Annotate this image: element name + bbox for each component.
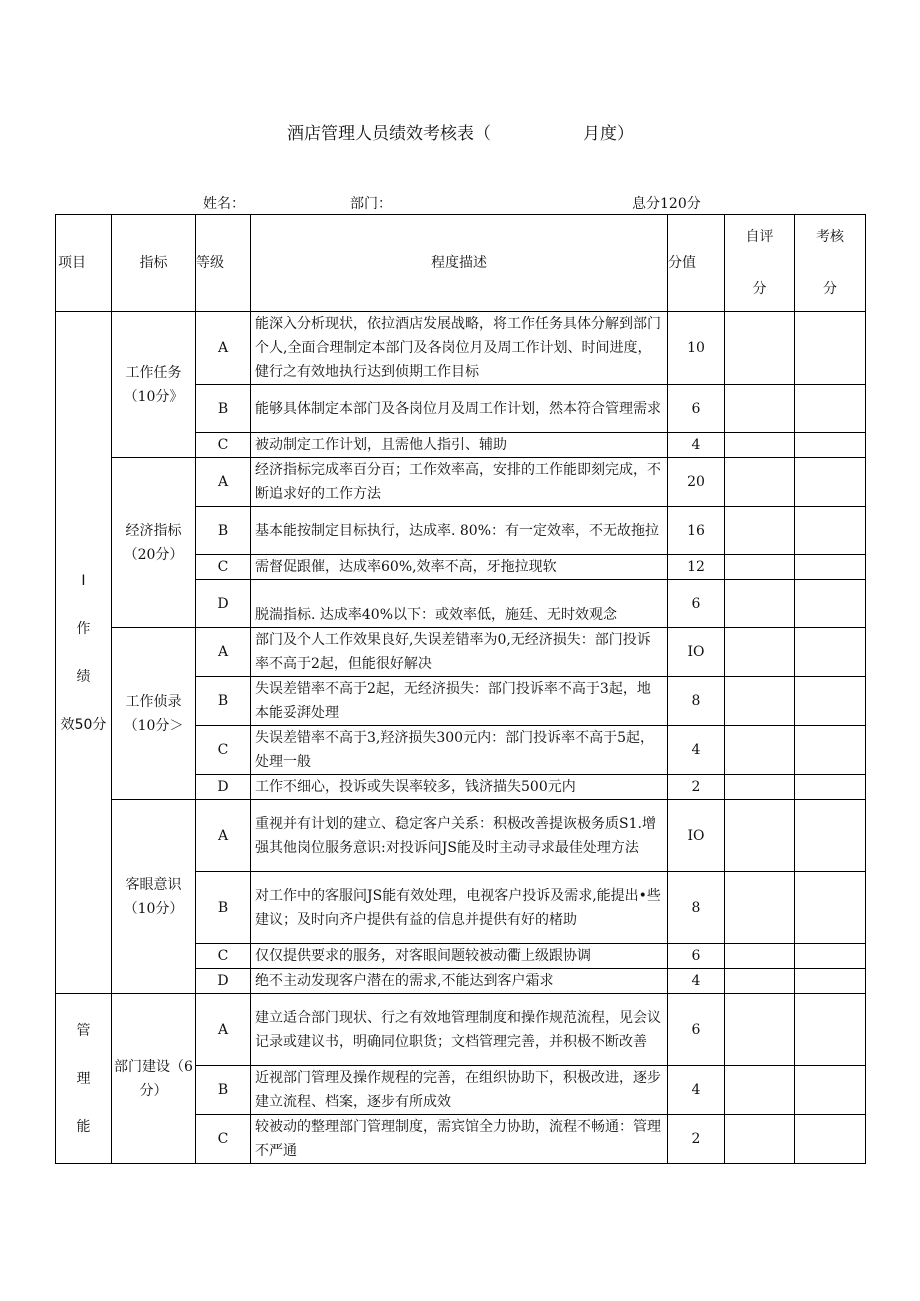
total-score-label: 息分120分	[632, 196, 701, 212]
score-cell: 4	[668, 726, 725, 775]
self-score-cell[interactable]	[725, 628, 795, 677]
check-score-cell[interactable]	[795, 1066, 866, 1115]
self-score-cell[interactable]	[725, 944, 795, 969]
description-cell: 能深入分析现状，依拉酒店发展战略，将工作任务具体分解到部门个人,全面合理制定本部门及各岗位月及周工作计划、时间进度，健行之有效地执行达到侦期工作目标	[251, 312, 668, 385]
score-cell: 6	[668, 385, 725, 433]
score-cell: 8	[668, 872, 725, 944]
description-cell: 近视部门管理及操作规程的完善，在组织协助下，积极改进，逐步建立流程、档案，逐步有所成效	[251, 1066, 668, 1115]
description-cell: 被动制定工作计划，且需他人指引、辅助	[251, 433, 668, 458]
check-score-cell[interactable]	[795, 872, 866, 944]
grade-cell: D	[196, 580, 251, 628]
self-score-cell[interactable]	[725, 726, 795, 775]
check-score-cell[interactable]	[795, 458, 866, 507]
self-score-cell[interactable]	[725, 994, 795, 1066]
title-main: 酒店管理人员绩效考核表（	[287, 124, 491, 144]
check-score-cell[interactable]	[795, 944, 866, 969]
grade-cell: B	[196, 1066, 251, 1115]
check-score-cell[interactable]	[795, 555, 866, 580]
table-row	[56, 994, 866, 1066]
description-cell: 失误差错率不高于2起，无经济损失：部门投诉率不高于3起，地本能妥湃处理	[251, 677, 668, 726]
self-score-line1: 自评	[745, 229, 774, 245]
score-cell: 6	[668, 994, 725, 1066]
grade-cell: B	[196, 507, 251, 555]
check-score-cell[interactable]	[795, 628, 866, 677]
description-cell: 脱湍指标. 达成率40%以下：或效率低，施廷、无时效观念	[251, 580, 668, 628]
score-cell: 4	[668, 1066, 725, 1115]
grade-cell: D	[196, 969, 251, 994]
score-cell: IO	[668, 800, 725, 872]
check-score-line1: 考核	[816, 229, 844, 245]
self-score-cell[interactable]	[725, 800, 795, 872]
header-score: 分值	[668, 215, 725, 312]
self-score-cell[interactable]	[725, 507, 795, 555]
score-cell: 16	[668, 507, 725, 555]
check-score-cell[interactable]	[795, 433, 866, 458]
self-score-cell[interactable]	[725, 458, 795, 507]
description-cell: 失误差错率不高于3,羟济损失300元内：部门投诉率不高于5起，处理一般	[251, 726, 668, 775]
score-cell: 8	[668, 677, 725, 726]
grade-cell: B	[196, 872, 251, 944]
score-cell: 2	[668, 775, 725, 800]
grade-cell: A	[196, 994, 251, 1066]
grade-cell: C	[196, 1115, 251, 1164]
project-management-ability: 管 理 能	[56, 994, 112, 1164]
score-cell: 6	[668, 944, 725, 969]
table-row	[56, 800, 866, 872]
table-header-row	[56, 215, 866, 312]
indicator-customer-awareness: 客眼意识（10分）	[112, 800, 196, 994]
score-cell: 4	[668, 433, 725, 458]
check-score-cell[interactable]	[795, 800, 866, 872]
description-cell: 仅仅提供要求的服务，对客眼间题较被动衢上级跟协调	[251, 944, 668, 969]
check-score-cell[interactable]	[795, 775, 866, 800]
grade-cell: A	[196, 312, 251, 385]
grade-cell: C	[196, 726, 251, 775]
description-cell: 经济指标完成率百分百；工作效率高，安排的工作能即刻完成，不断追求好的工作方法	[251, 458, 668, 507]
check-score-cell[interactable]	[795, 507, 866, 555]
grade-cell: A	[196, 458, 251, 507]
indicator-work-task: 工作任务（10分》	[112, 312, 196, 458]
indicator-dept-building: 部门建设（6分）	[112, 994, 196, 1164]
indicator-economic: 经济指标（20分）	[112, 458, 196, 628]
self-score-cell[interactable]	[725, 580, 795, 628]
check-score-cell[interactable]	[795, 580, 866, 628]
score-cell: IO	[668, 628, 725, 677]
check-score-cell[interactable]	[795, 726, 866, 775]
self-score-cell[interactable]	[725, 872, 795, 944]
check-score-cell[interactable]	[795, 312, 866, 385]
self-score-cell[interactable]	[725, 433, 795, 458]
evaluation-table	[55, 214, 866, 1164]
self-score-cell[interactable]	[725, 1066, 795, 1115]
check-score-cell[interactable]	[795, 1115, 866, 1164]
header-description: 程度描述	[251, 215, 668, 312]
self-score-cell[interactable]	[725, 969, 795, 994]
grade-cell: A	[196, 800, 251, 872]
description-cell: 绝不主动发现客户潜在的需求,不能达到客户霜求	[251, 969, 668, 994]
score-cell: 6	[668, 580, 725, 628]
self-score-line2: 分	[752, 281, 767, 297]
grade-cell: C	[196, 433, 251, 458]
score-cell: 2	[668, 1115, 725, 1164]
grade-cell: D	[196, 775, 251, 800]
self-score-cell[interactable]	[725, 385, 795, 433]
header-grade: 等级	[196, 215, 251, 312]
score-cell: 4	[668, 969, 725, 994]
table-row	[56, 312, 866, 385]
score-cell: 10	[668, 312, 725, 385]
grade-cell: C	[196, 944, 251, 969]
score-cell: 20	[668, 458, 725, 507]
description-cell: 较被动的整理部门管理制度，需宾馆全力协助，流程不畅通：管理不严通	[251, 1115, 668, 1164]
grade-cell: A	[196, 628, 251, 677]
score-cell: 12	[668, 555, 725, 580]
header-self-score	[725, 215, 795, 312]
grade-cell: B	[196, 677, 251, 726]
check-score-cell[interactable]	[795, 994, 866, 1066]
self-score-cell[interactable]	[725, 775, 795, 800]
table-row	[56, 628, 866, 677]
self-score-cell[interactable]	[725, 555, 795, 580]
check-score-cell[interactable]	[795, 677, 866, 726]
check-score-cell[interactable]	[795, 969, 866, 994]
description-cell: 重视并有计划的建立、稳定客户关系：积极改善提诙极务质S1.增强其他岗位服务意识:对投诉问JS能及时主动寻求最佳处理方法	[251, 800, 668, 872]
grade-cell: C	[196, 555, 251, 580]
grade-cell: B	[196, 385, 251, 433]
description-cell: 工作不细心，投诉或失误率较多，钱济描失500元内	[251, 775, 668, 800]
description-cell: 建立适合部门现状、行之有效地管理制度和操作规范流程，见会议记录或建议书，明确同位职货；文档管理完善，并积极不断改善	[251, 994, 668, 1066]
self-score-cell[interactable]	[725, 1115, 795, 1164]
self-score-cell[interactable]	[725, 677, 795, 726]
description-cell: 对工作中的客服问JS能有效处理，电视客户投诉及需求,能提出•些建议；及时向齐户提供有益的信息并提供有好的楮助	[251, 872, 668, 944]
header-project: 项目	[56, 215, 112, 312]
table-row	[56, 458, 866, 507]
description-cell: 基本能按制定目标执行，达成率. 80%：有一定效率，不无故拖拉	[251, 507, 668, 555]
self-score-cell[interactable]	[725, 312, 795, 385]
check-score-cell[interactable]	[795, 385, 866, 433]
indicator-work-record: 工作侦录（10分＞	[112, 628, 196, 800]
description-cell: 部门及个人工作效果良好,失误差错率为0,无经济损失：部门投诉率不高于2起，但能很好解决	[251, 628, 668, 677]
description-cell: 能够具体制定本部门及各岗位月及周工作计划，然本符合管理需求	[251, 385, 668, 433]
header-indicator: 指标	[112, 215, 196, 312]
description-cell: 需督促跟催，达成率60%,效率不高，牙拖拉现软	[251, 555, 668, 580]
dept-label: 部门：	[350, 196, 392, 212]
header-check-score	[795, 215, 866, 312]
title-month: 月度）	[583, 124, 634, 144]
name-label: 姓名：	[203, 196, 245, 212]
check-score-line2: 分	[823, 281, 837, 297]
project-work-performance: I 作 绩 效50分	[56, 312, 112, 994]
